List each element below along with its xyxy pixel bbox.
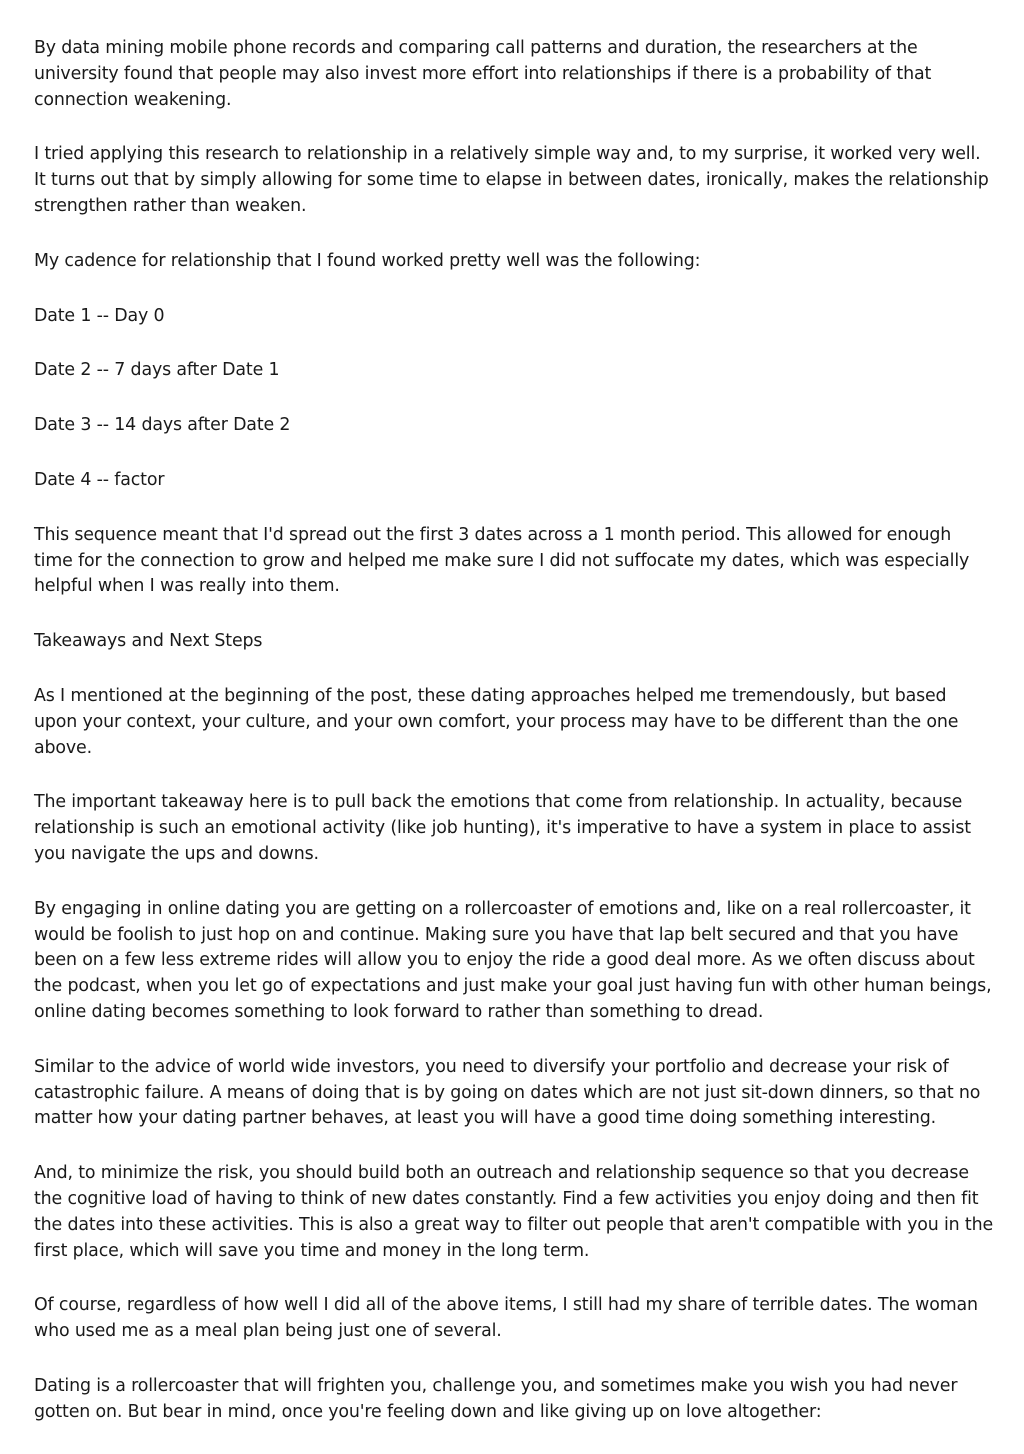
paragraph-cadence-intro: My cadence for relationship that I found worked pretty well was the following: xyxy=(34,250,701,271)
list-item-date-2: Date 2 -- 7 days after Date 1 xyxy=(34,360,280,381)
paragraph-diversify: Similar to the advice of world wide investors, you need to diversify your portfolio and decrease your risk of catastrophic failure. A means of doing that is by going on dates which are not just sit-down dinners, so that no matter how your dating partner behaves, at least you will have a good time doing something interesting. xyxy=(34,1056,981,1129)
paragraph-applying-research: I tried applying this research to relationship in a relatively simple way and, to my surprise, it worked very well. It turns out that by simply allowing for some time to elapse in between dates, ironically, makes the relationship strengthen rather than weaken. xyxy=(34,144,989,216)
list-item-date-3: Date 3 -- 14 days after Date 2 xyxy=(34,415,291,436)
list-item-date-1: Date 1 -- Day 0 xyxy=(34,305,165,326)
list-item-date-4: Date 4 -- factor xyxy=(34,469,165,490)
section-heading-takeaways: Takeaways and Next Steps xyxy=(34,631,263,652)
paragraph-sequence-explanation: This sequence meant that I'd spread out the first 3 dates across a 1 month period. This allowed for enough time for the connection to grow and helped me make sure I did not suffocate my dates, which was especially helpful when I was really into them. xyxy=(34,524,970,597)
paragraph-important-takeaway: The important takeaway here is to pull back the emotions that come from relationship. In actuality, because relationship is such an emotional activity (like job hunting), it's imperative to have a system in place to assist you navigate the ups and downs. xyxy=(34,792,971,864)
article-body xyxy=(34,36,994,1454)
paragraph-approaches-context: As I mentioned at the beginning of the post, these dating approaches helped me tremendously, but based upon your context, your culture, and your own comfort, your process may have to be different than the one above. xyxy=(34,685,959,758)
paragraph-closing: Dating is a rollercoaster that will frighten you, challenge you, and sometimes make you wish you had never gotten on. But bear in mind, once you're feeling down and like giving up on love altogether: xyxy=(34,1375,958,1422)
paragraph-rollercoaster: By engaging in online dating you are getting on a rollercoaster of emotions and, like on a real rollercoaster, it would be foolish to just hop on and continue. Making sure you have that lap belt secured and that you have been on a few less extreme rides will allow you to enjoy the ride a good deal more. As we often discuss about the podcast, when you let go of expectations and just make your goal just having fun with other human beings, online dating becomes something to look forward to rather than something to dread. xyxy=(34,898,992,1022)
paragraph-research-findings: By data mining mobile phone records and comparing call patterns and duration, the researchers at the university found that people may also invest more effort into relationships if there is a probability of that connection weakening. xyxy=(34,38,932,110)
paragraph-minimize-risk: And, to minimize the risk, you should build both an outreach and relationship sequence so that you decrease the cognitive load of having to think of new dates constantly. Find a few activities you enjoy doing and then fit the dates into these activities. This is also a great way to filter out people that aren't compatible with you in the first place, which will save you time and money in the long term. xyxy=(34,1163,994,1261)
paragraph-terrible-dates: Of course, regardless of how well I did all of the above items, I still had my share of terrible dates. The woman who used me as a meal plan being just one of several. xyxy=(34,1295,978,1342)
